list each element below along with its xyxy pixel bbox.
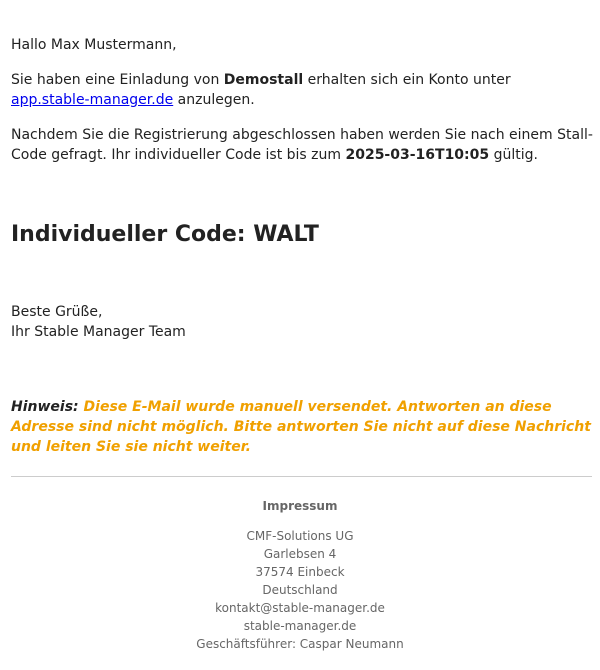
- closing-paragraph: [11, 302, 186, 342]
- company-city: 37574 Einbeck: [255, 565, 345, 579]
- individual-code-heading: Individueller Code: WALT: [11, 222, 319, 247]
- code-info-paragraph: [11, 125, 596, 165]
- footer-impressum: [0, 497, 600, 653]
- company-website: stable-manager.de: [243, 619, 357, 633]
- greeting-text: Hallo Max Mustermann,: [11, 37, 177, 53]
- company-name: CMF-Solutions UG: [246, 529, 354, 543]
- impressum-title: Impressum: [262, 499, 338, 513]
- notice-label: Hinweis:: [11, 399, 79, 415]
- invite-paragraph: [11, 70, 586, 110]
- contact-email: kontakt@stable-manager.de: [215, 601, 385, 615]
- notice-paragraph: [11, 397, 596, 457]
- company-street: Garlebsen 4: [263, 547, 337, 561]
- invite-suffix: anzulegen.: [173, 92, 255, 108]
- closing-line-2: Ihr Stable Manager Team: [11, 324, 186, 340]
- company-ceo: Geschäftsführer: Caspar Neumann: [196, 637, 404, 651]
- invite-middle: erhalten sich ein Konto unter: [303, 72, 511, 88]
- code-info-suffix: gültig.: [489, 147, 538, 163]
- footer-divider: [11, 476, 592, 477]
- code-info-prefix: Nachdem Sie die Registrierung abgeschlossen haben werden Sie nach einem Stall-Code gefragt. Ihr individueller Code ist bis zum: [11, 127, 593, 163]
- valid-until-date: 2025-03-16T10:05: [345, 147, 490, 163]
- stable-name: Demostall: [223, 72, 304, 88]
- app-link[interactable]: app.stable-manager.de: [11, 92, 174, 108]
- notice-text: Diese E-Mail wurde manuell versendet. Antworten an diese Adresse sind nicht möglich. Bitte antworten Sie nicht auf diese Nachricht und leiten Sie sie nicht weiter.: [11, 399, 591, 455]
- company-country: Deutschland: [262, 583, 338, 597]
- invite-prefix: Sie haben eine Einladung von: [11, 72, 224, 88]
- closing-line-1: Beste Grüße,: [11, 304, 103, 320]
